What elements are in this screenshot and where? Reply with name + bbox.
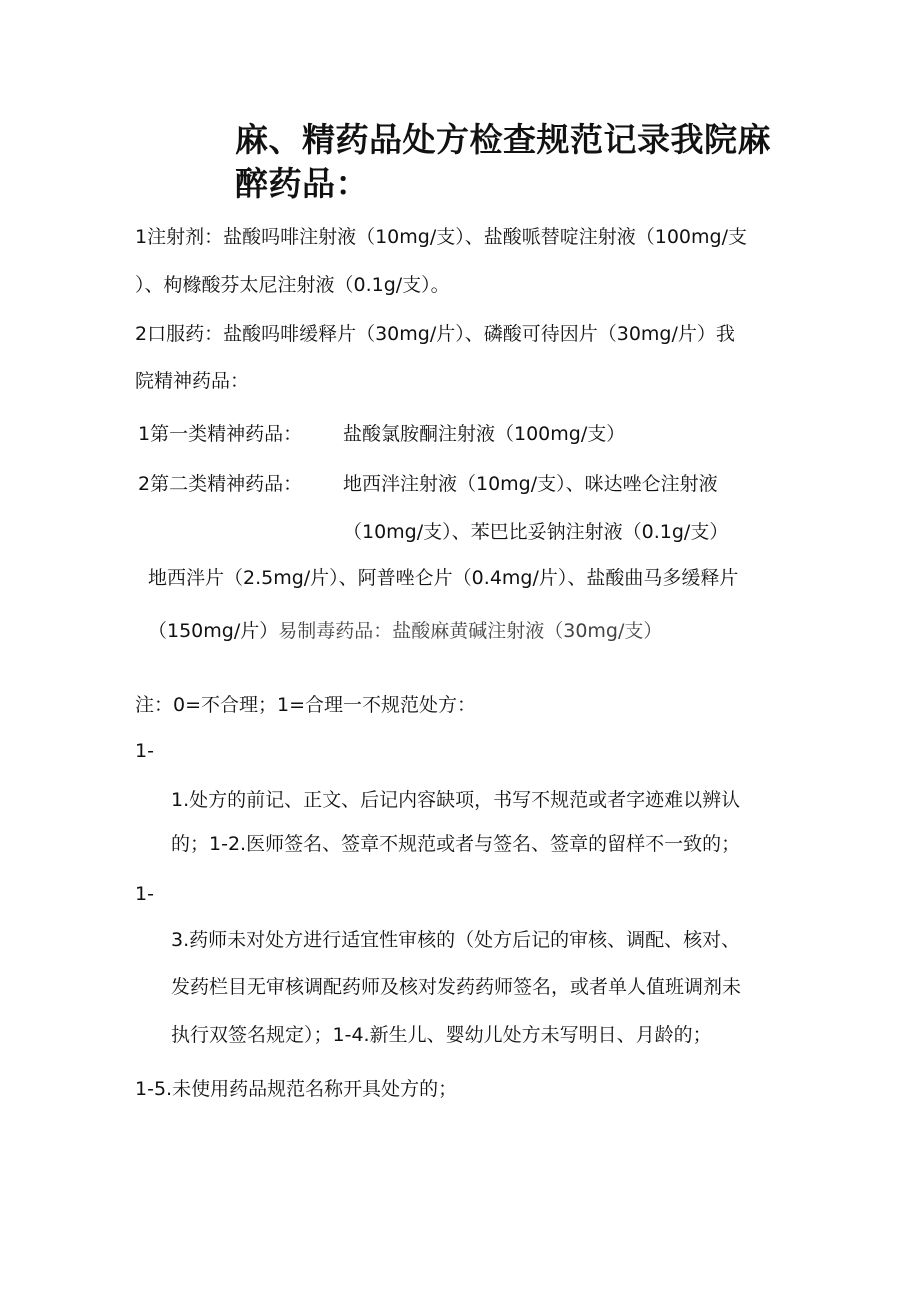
notes-item1-line1: 1.处方的前记、正文、后记内容缺项，书写不规范或者字迹难以辨认: [171, 789, 741, 811]
notes-item3-line2: 发药栏目无审核调配药师及核对发药药师签名，或者单人值班调剂未: [171, 976, 742, 998]
psychotropic-class2-value-line1: 地西泮注射液（10mg/支）、咪达唑仑注射液: [343, 473, 718, 495]
narcotic-oral-line1: 2口服药：盐酸吗啡缓释片（30mg/片）、磷酸可待因片（30mg/片）我: [135, 323, 735, 345]
psychotropic-class1-value: 盐酸氯胺酮注射液（100mg/支）: [343, 423, 626, 445]
psychotropic-class2-value-line2: （10mg/支）、苯巴比妥钠注射液（0.1g/支）: [343, 521, 729, 543]
notes-item3-line3: 执行双签名规定）；1-4.新生儿、婴幼儿处方未写明日、月龄的；: [171, 1024, 712, 1046]
psychotropic-class1-label: 1第一类精神药品：: [138, 423, 303, 445]
psychotropic-tablets-line1: 地西泮片（2.5mg/片）、阿普唑仑片（0.4mg/片）、盐酸曲马多缓释片: [148, 567, 739, 589]
psychotropic-class2-label: 2第二类精神药品：: [138, 473, 303, 495]
document-title-line2: 醉药品：: [235, 164, 369, 203]
notes-item3-line1: 3.药师未对处方进行适宜性审核的（处方后记的审核、调配、核对、: [171, 929, 741, 951]
notes-legend: 注：0=不合理；1=合理一不规范处方：: [135, 694, 477, 716]
psychotropic-tablets-line2-dose: （150mg/片）: [148, 620, 279, 642]
notes-marker-2: 1-: [135, 883, 154, 905]
notes-item5: 1-5.未使用药品规范名称开具处方的；: [135, 1078, 458, 1100]
notes-item1-line2: 的；1-2.医师签名、签章不规范或者与签名、签章的留样不一致的；: [171, 833, 741, 855]
narcotic-oral-line2: 院精神药品：: [135, 370, 250, 392]
document-title-line1: 麻、精药品处方检查规范记录我院麻: [235, 120, 771, 159]
notes-marker-1: 1-: [135, 740, 154, 762]
narcotic-injections-line1: 1注射剂：盐酸吗啡注射液（10mg/支）、盐酸哌替啶注射液（100mg/支: [135, 226, 747, 248]
precursor-drugs-text: 易制毒药品：盐酸麻黄碱注射液（30mg/支）: [278, 620, 663, 642]
narcotic-injections-line2: ）、枸橼酸芬太尼注射液（0.1g/支）。: [135, 274, 450, 296]
psychotropic-tablets-line2: [148, 619, 662, 643]
